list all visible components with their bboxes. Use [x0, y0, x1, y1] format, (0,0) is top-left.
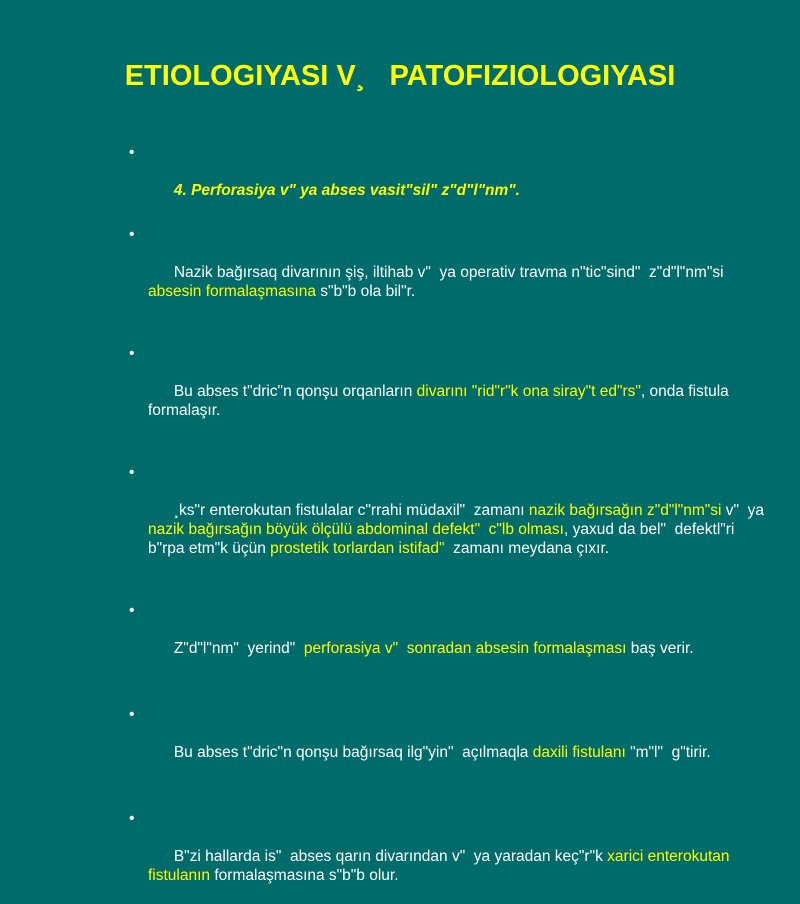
bullet-text: s"b"b ola bil"r. — [316, 283, 416, 300]
bullet-text: v" ya — [721, 502, 769, 519]
bullet-text: Bu abses t"dric"n qonşu orqanların — [173, 383, 417, 400]
bullet-item — [128, 225, 768, 320]
bullet-text: Bu abses t"dric"n qonşu bağırsaq ilg"yin" açılmaqla — [173, 744, 533, 761]
bullet-item — [128, 601, 768, 677]
bullet-text: , yaxud da bel" defektl"ri b"rpa etm"k üçün — [148, 521, 739, 557]
bullet-marker: • — [129, 706, 135, 723]
bullet-text: baş verir. — [626, 640, 694, 657]
bullet-text-highlight: 4. Perforasiya v" ya abses vasit"sil" z"d"l"nm". — [173, 182, 520, 199]
bullet-text: Z"d"l"nm" yerind" — [173, 640, 304, 657]
bullet-text-highlight: prostetik torlardan istifad" — [270, 540, 445, 557]
bullet-marker: • — [129, 345, 135, 362]
bullet-text: zamanı meydana çıxır. — [444, 540, 610, 557]
bullet-text: , onda fistula formalaşır. — [148, 383, 734, 419]
bullet-marker: • — [129, 226, 135, 243]
bullet-text: B"zi hallarda is" abses qarın divarından v" ya yaradan keç"r"k — [173, 848, 608, 865]
bullet-marker: • — [129, 464, 135, 481]
bullet-text: Nazik bağırsaq divarının şiş, iltihab v" ya operativ travma n"tic"sind" z"d"l"nm"si — [173, 264, 728, 281]
bullet-text-highlight: nazik bağırsağın böyük ölçülü abdominal defekt" c"lb olması — [148, 521, 564, 538]
bullet-item — [128, 463, 768, 577]
bullet-text-highlight: absesin formalaşmasına — [148, 283, 316, 300]
bullet-item — [128, 344, 768, 439]
bullet-text-highlight: xarici enterokutan fistulanın — [148, 848, 734, 884]
bullet-text: ¸ks"r enterokutan fistulalar c"rrahi müdaxil" zamanı — [173, 502, 529, 519]
bullet-marker: • — [129, 810, 135, 827]
bullet-item — [128, 809, 768, 904]
bullet-marker: • — [129, 144, 135, 161]
bullet-text-highlight: perforasiya v" sonradan absesin formalaşması — [303, 640, 627, 657]
bullet-text-highlight: daxili fistulanı — [532, 744, 626, 761]
bullet-item — [128, 143, 768, 219]
bullet-marker: • — [129, 602, 135, 619]
bullet-text-highlight: nazik bağırsağın z"d"l"nm"si — [528, 502, 722, 519]
bullet-text: "m"l" g"tirir. — [625, 744, 711, 761]
bullet-list — [128, 143, 768, 904]
bullet-item — [128, 705, 768, 781]
slide-title: ETIOLOGIYASI V¸ PATOFIZIOLOGIYASI — [124, 60, 676, 92]
bullet-text-highlight: divarını "rid"r"k ona siray"t ed"rs" — [416, 383, 641, 400]
bullet-text: formalaşmasına s"b"b olur. — [210, 867, 399, 884]
